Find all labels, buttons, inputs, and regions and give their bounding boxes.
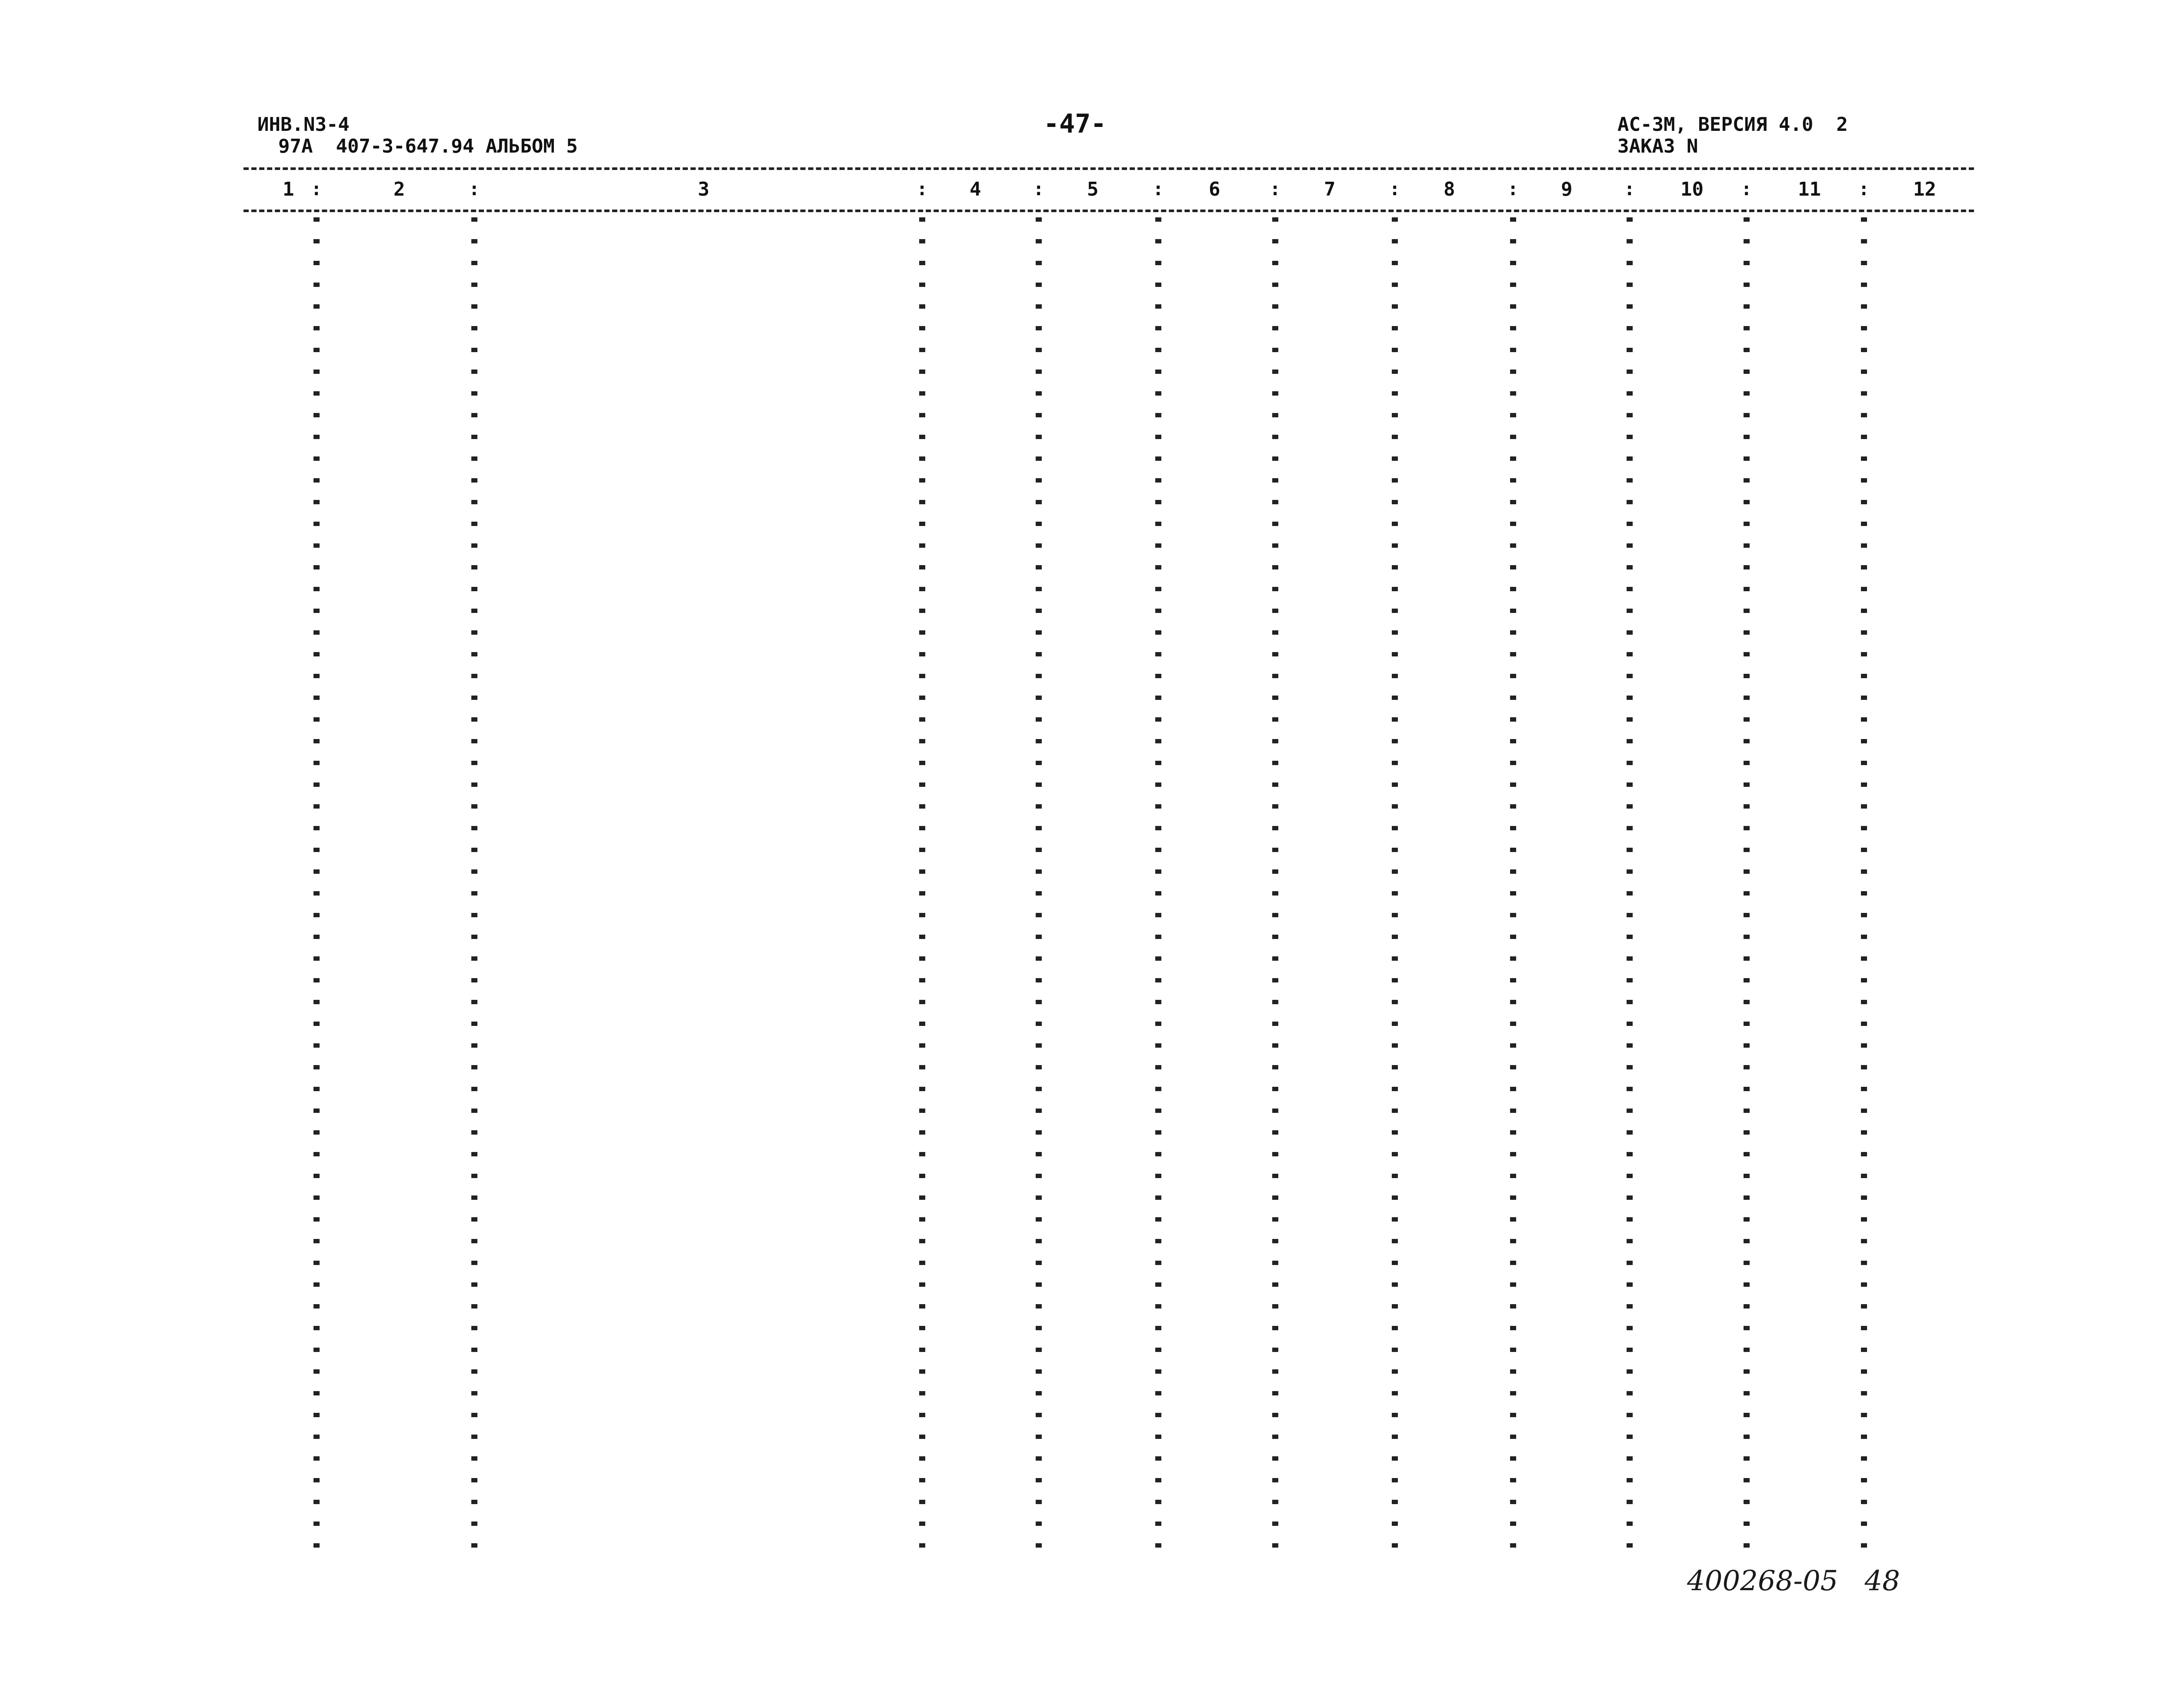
album-reference: 97А 407-3-647.94 АЛЬБОМ 5: [278, 135, 578, 157]
handwritten-note: 400268-05 48: [1687, 1565, 1900, 1597]
column-header-4: 4: [970, 178, 981, 200]
header-top-rule: [243, 167, 1974, 170]
column-header-7: 7: [1324, 178, 1336, 200]
column-header-separator: :: [1624, 178, 1635, 200]
column-header-separator: :: [1507, 178, 1519, 200]
column-header-separator: :: [311, 178, 322, 200]
column-header-11: 11: [1798, 178, 1821, 200]
column-separator-line: [471, 217, 477, 1565]
column-header-2: 2: [393, 178, 405, 200]
column-header-separator: :: [1153, 178, 1164, 200]
column-header-12: 12: [1913, 178, 1936, 200]
column-separator-line: [1627, 217, 1633, 1565]
inventory-number: ИНВ.N3-4: [257, 113, 350, 136]
column-header-9: 9: [1561, 178, 1573, 200]
column-separator-line: [1272, 217, 1278, 1565]
column-separator-line: [1155, 217, 1161, 1565]
column-header-separator: :: [1858, 178, 1870, 200]
column-header-3: 3: [698, 178, 710, 200]
page-number: -47-: [1044, 109, 1107, 139]
column-header-6: 6: [1209, 178, 1220, 200]
column-header-separator: :: [1389, 178, 1400, 200]
column-header-10: 10: [1681, 178, 1704, 200]
program-version: АС-3М, ВЕРСИЯ 4.0 2: [1617, 113, 1848, 136]
column-header-separator: :: [469, 178, 480, 200]
column-separator-line: [1392, 217, 1398, 1565]
column-separator-line: [1744, 217, 1750, 1565]
column-separator-line: [313, 217, 320, 1565]
column-separator-line: [1861, 217, 1867, 1565]
column-header-separator: :: [1270, 178, 1281, 200]
order-number: ЗАКАЗ N: [1617, 135, 1698, 157]
column-header-1: 1: [283, 178, 294, 200]
column-separator-line: [1036, 217, 1042, 1565]
column-separator-line: [1510, 217, 1516, 1565]
column-header-separator: :: [1033, 178, 1044, 200]
column-header-5: 5: [1087, 178, 1099, 200]
column-header-separator: :: [1741, 178, 1752, 200]
column-header-separator: :: [917, 178, 928, 200]
header-bottom-rule: [243, 210, 1974, 212]
column-header-8: 8: [1444, 178, 1455, 200]
column-separator-line: [919, 217, 925, 1565]
